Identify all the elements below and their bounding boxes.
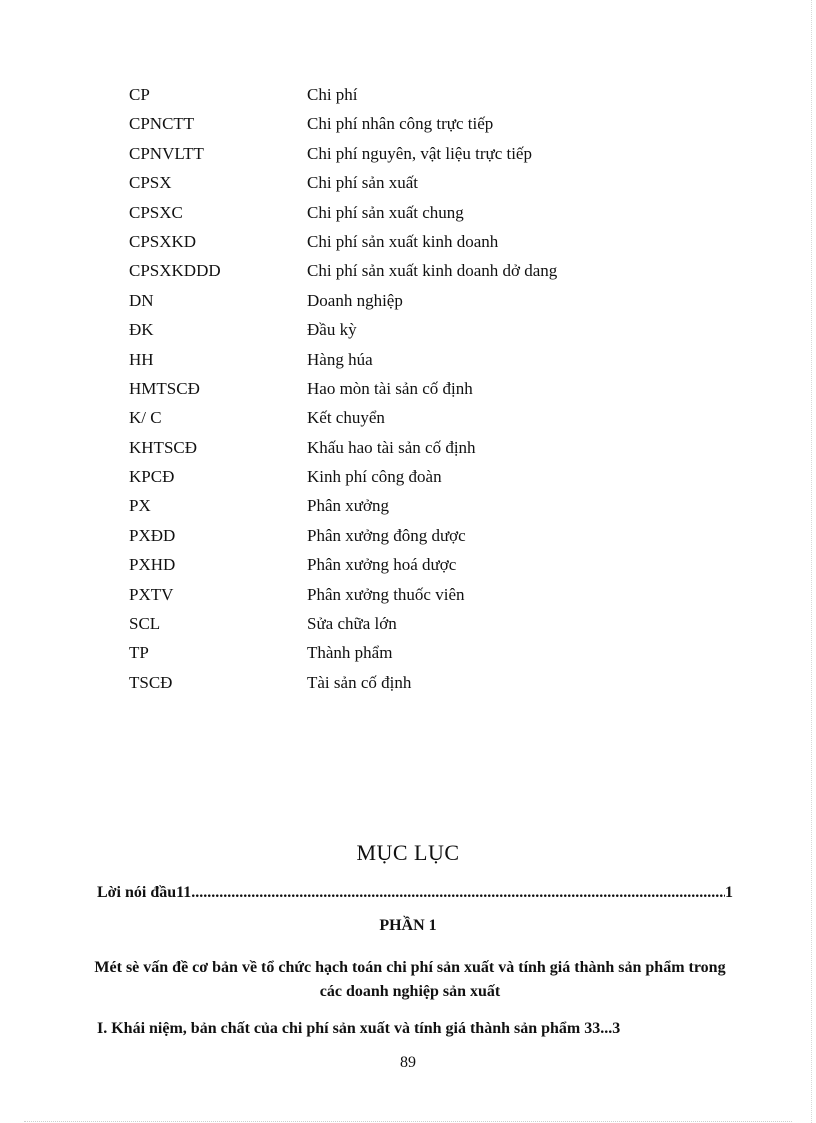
abbreviation-meaning: Đầu kỳ <box>307 320 357 340</box>
abbreviation-code-cell <box>129 202 307 224</box>
abbreviation-meaning: Tài sản cố định <box>307 672 412 692</box>
abbreviation-code: CPSXC <box>129 202 183 222</box>
abbreviation-code-cell <box>129 231 307 253</box>
abbreviation-code: PX <box>129 496 151 516</box>
abbreviation-meaning: Hao mòn tài sản cố định <box>307 378 473 398</box>
part-title: Mét sè vấn đề cơ bản về tổ chức hạch toán chi phí sản xuất và tính giá thành sản phẩm trong các doanh nghiệp sản xuất <box>94 959 726 1000</box>
abbreviation-code: KPCĐ <box>129 467 175 487</box>
abbreviation-meaning: Phân xưởng hoá dược <box>307 555 457 575</box>
abbreviation-code-cell <box>129 319 307 341</box>
abbreviation-code: PXHD <box>129 555 176 575</box>
abbreviation-row <box>129 290 689 312</box>
abbreviation-row <box>129 113 689 135</box>
abbreviation-code-cell <box>129 290 307 312</box>
abbreviation-meaning: Chi phí nhân công trực tiếp <box>307 114 494 134</box>
toc-title: MỤC LỤC <box>356 840 460 865</box>
footer-divider <box>24 1121 792 1122</box>
abbreviation-meaning: Chi phí sản xuất kinh doanh <box>307 231 499 251</box>
abbreviation-row <box>129 202 689 224</box>
abbreviation-meaning: Sửa chữa lớn <box>307 614 397 634</box>
toc-dot-leader <box>191 884 725 902</box>
abbreviation-code: CPSX <box>129 173 172 193</box>
toc-entry-intro[interactable] <box>97 884 733 902</box>
abbreviation-meaning: Hàng húa <box>307 349 373 369</box>
abbreviation-code: KHTSCĐ <box>129 437 198 457</box>
abbreviation-meaning: Phân xưởng thuốc viên <box>307 584 465 604</box>
abbreviation-code-cell <box>129 260 307 282</box>
abbreviation-row <box>129 642 689 664</box>
abbreviation-code: CP <box>129 85 150 104</box>
abbreviation-meaning: Chi phí sản xuất chung <box>307 202 464 222</box>
abbreviation-code: PXĐD <box>129 525 176 545</box>
abbreviation-row <box>129 407 689 429</box>
abbreviation-row <box>129 143 689 165</box>
abbreviation-code: CPNCTT <box>129 114 195 134</box>
abbreviation-meaning: Chi phí nguyên, vật liệu trực tiếp <box>307 143 532 163</box>
page-edge-divider <box>811 0 812 1123</box>
toc-entry-page: 1 <box>725 884 733 901</box>
abbreviation-code: SCL <box>129 614 161 634</box>
abbreviation-meaning: Chi phí <box>307 85 358 104</box>
abbreviation-row <box>129 84 689 106</box>
abbreviation-row <box>129 525 689 547</box>
abbreviation-code: CPSXKDDD <box>129 261 221 281</box>
abbreviation-row <box>129 378 689 400</box>
toc-entry-label: Lời nói đầu11 <box>97 884 192 901</box>
abbreviation-meaning: Chi phí sản xuất <box>307 173 418 193</box>
abbreviation-row <box>129 613 689 635</box>
abbreviation-code-cell <box>129 525 307 547</box>
abbreviation-meaning: Phân xưởng đông dược <box>307 525 466 545</box>
abbreviation-code-cell <box>129 437 307 459</box>
abbreviation-row <box>129 260 689 282</box>
abbreviation-row <box>129 554 689 576</box>
abbreviation-code-cell <box>129 143 307 165</box>
page-number: 89 <box>400 1054 416 1071</box>
abbreviation-row <box>129 172 689 194</box>
abbreviation-code-cell <box>129 613 307 635</box>
toc-entry-section-1[interactable]: I. Khái niệm, bản chất của chi phí sản xuất và tính giá thành sản phẩm 33...3 <box>97 1020 621 1037</box>
abbreviation-row <box>129 319 689 341</box>
abbreviation-code-cell <box>129 495 307 517</box>
abbreviation-code: DN <box>129 290 154 310</box>
abbreviation-meaning: Doanh nghiệp <box>307 290 403 310</box>
abbreviation-row <box>129 349 689 371</box>
abbreviation-row <box>129 584 689 606</box>
abbreviation-code: CPNVLTT <box>129 143 204 163</box>
abbreviation-row <box>129 231 689 253</box>
abbreviation-code: HH <box>129 349 154 369</box>
abbreviation-code-cell <box>129 642 307 664</box>
abbreviation-code: CPSXKD <box>129 231 197 251</box>
abbreviation-code-cell <box>129 84 307 106</box>
abbreviation-row <box>129 437 689 459</box>
abbreviation-meaning: Khấu hao tài sản cố định <box>307 437 476 457</box>
abbreviation-code-cell <box>129 172 307 194</box>
abbreviation-row <box>129 466 689 488</box>
abbreviation-code-cell <box>129 378 307 400</box>
abbreviation-code: TP <box>129 643 149 663</box>
abbreviation-code-cell <box>129 584 307 606</box>
abbreviation-meaning: Phân xưởng <box>307 496 389 516</box>
abbreviation-row <box>129 495 689 517</box>
abbreviation-code: ĐK <box>129 320 154 340</box>
abbreviation-code-cell <box>129 349 307 371</box>
abbreviation-code-cell <box>129 466 307 488</box>
abbreviation-code: HMTSCĐ <box>129 378 200 398</box>
part-heading: PHẦN 1 <box>379 917 437 934</box>
abbreviation-code-cell <box>129 554 307 576</box>
abbreviation-meaning: Thành phẩm <box>307 643 393 663</box>
abbreviation-code: TSCĐ <box>129 672 173 692</box>
abbreviation-code: K/ C <box>129 408 162 428</box>
abbreviation-meaning: Chi phí sản xuất kinh doanh dở dang <box>307 261 558 281</box>
abbreviation-row <box>129 672 689 694</box>
abbreviation-code-cell <box>129 407 307 429</box>
abbreviation-meaning: Kết chuyển <box>307 408 385 428</box>
abbreviation-code-cell <box>129 113 307 135</box>
abbreviation-code-cell <box>129 672 307 694</box>
abbreviation-list <box>129 84 689 701</box>
abbreviation-code: PXTV <box>129 584 174 604</box>
abbreviation-meaning: Kinh phí công đoàn <box>307 467 442 487</box>
